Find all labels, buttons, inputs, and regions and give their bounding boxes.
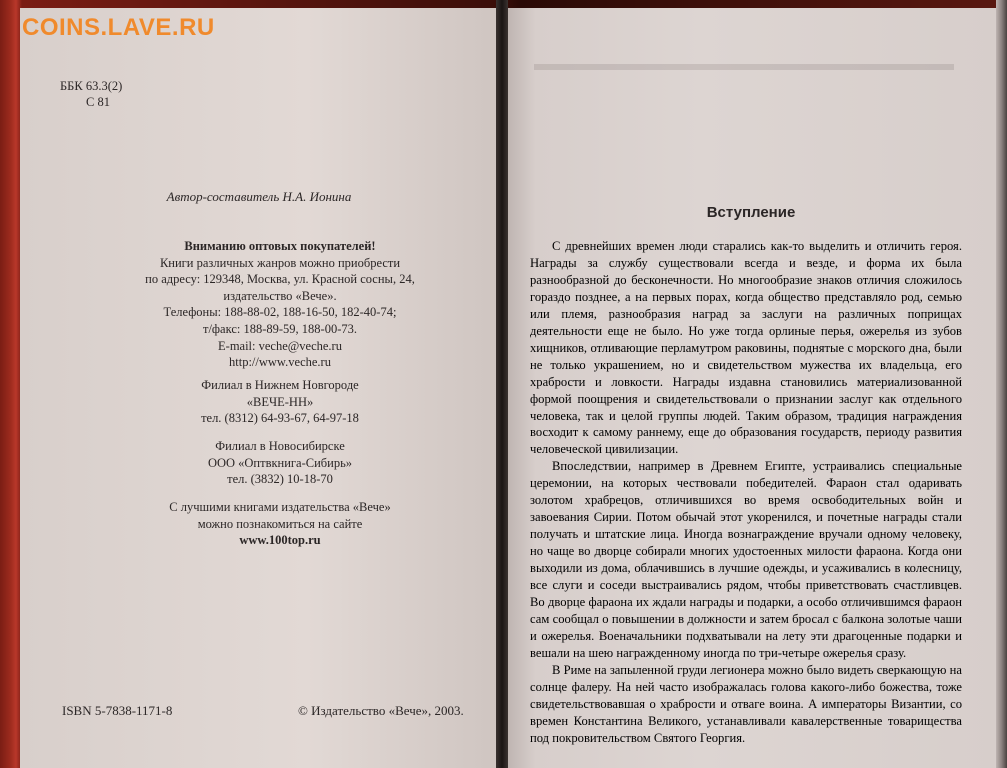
left-page <box>20 8 499 768</box>
wholesale-block: Вниманию оптовых покупателей! Книги различных жанров можно приобрести по адресу: 129348, Москва, ул. Красной сосны, 24, издательство «Вече». Телефоны: 188-88-02, 188-16-50, 182-40-74; т/факс: 188-89-59, 188-00-73. E-mail: veche@veche.ru http://www.veche.ru <box>120 238 440 371</box>
page-edges <box>996 0 1007 768</box>
book-gutter <box>496 0 508 768</box>
author-line: Автор-составитель Н.А. Ионина <box>166 189 352 204</box>
watermark: COINS.LAVE.RU <box>22 14 215 41</box>
paragraph: В Риме на запыленной груди легионера можно было видеть сверкающую на солнце фалеру. На ней часто изображалась голова какого-либо божества, тоже свидетельствовавшая о храбрости и отваге воина. А императоры Византии, со времен Константина Великого, устанавливали кавалерственные товарищества под покровительством Святого Георгия. <box>530 662 962 745</box>
chapter-title: Вступление <box>706 204 796 221</box>
paragraph: Впоследствии, например в Древнем Египте, устраивались специальные церемонии, на которых чествовали победителей. Фараон стал одаривать золотом храбрецов, отличившихся во время освободительных войн и завоевания Сирии. Потом обычай этот укоренился, и почетные награды стали получать и штатские лица. Иногда вознаграждение вручали одному человеку, но чаще во дворце собирали многих удостоенных милости фараона. Когда они выходили из дома, облачившись в лучшие одежды, и усаживались в колесницу, все слуги и соседи выстраивались рядом, чтобы приветствовать счастливцев. Во дворце фараона их ждали награды и подарки, а особо отличившимся фараон сам сообщал о повышении в должности и затем бросал с балкона золотые чаши и ожерелья. Военачальники подхватывали на лету эти драгоценные подарки и вешали на шею награжденному иногда по три-четыре ожерелья сразу. <box>530 459 962 660</box>
website-line: http://www.veche.ru <box>229 355 331 370</box>
copyright: © Издательство «Вече», 2003. <box>298 703 464 718</box>
branch-nn-block: Филиал в Нижнем Новгороде «ВЕЧЕ-НН» тел. (8312) 64-93-67, 64-97-18 <box>201 378 359 426</box>
branch-nsk-block: Филиал в Новосибирске ООО «Оптвкнига-Сибирь» тел. (3832) 10-18-70 <box>207 439 353 487</box>
show-through-header <box>534 64 954 70</box>
best-books-block: С лучшими книгами издательства «Вече» можно познакомиться на сайте www.100top.ru <box>120 499 440 549</box>
bbk-line: ББК 63.3(2) <box>60 79 123 93</box>
code-line: С 81 <box>86 95 110 109</box>
isbn: ISBN 5-7838-1171-8 <box>62 703 173 718</box>
wholesale-heading: Вниманию оптовых покупателей! <box>184 239 376 253</box>
paragraph: С древнейших времен люди старались как-то выделить и отличить героя. Награды за службу существовали всегда и везде, и форма их была разнообразной до бесконечности. Но многообразие знаков отличия сложилось гораздо позднее, а на первых порах, когда общество представляло род, семью или племя, разнообразия наград за заслуги на различных поприщах деятельности еще не было. Но уже тогда орлиные перья, ожерелья из зубов хищников, отливающие перламутром раковины, поднятые с морского дна, были не только украшением, но и свидетельством мужества их владельца, его храбрости и ловкости. Награды издавна становились материализованной формой поощрения и свидетельствовали о признании заслуг как отдельного человека, так и целой группы людей. Таким образом, традиция награждения восходит к самому раннему, еще до образования государств, периоду развития человеческой цивилизации. <box>530 239 962 457</box>
email-line: E-mail: veche@veche.ru <box>218 338 342 353</box>
site-url: www.100top.ru <box>239 533 321 548</box>
classification-block <box>60 78 122 110</box>
chapter-body <box>530 238 962 747</box>
